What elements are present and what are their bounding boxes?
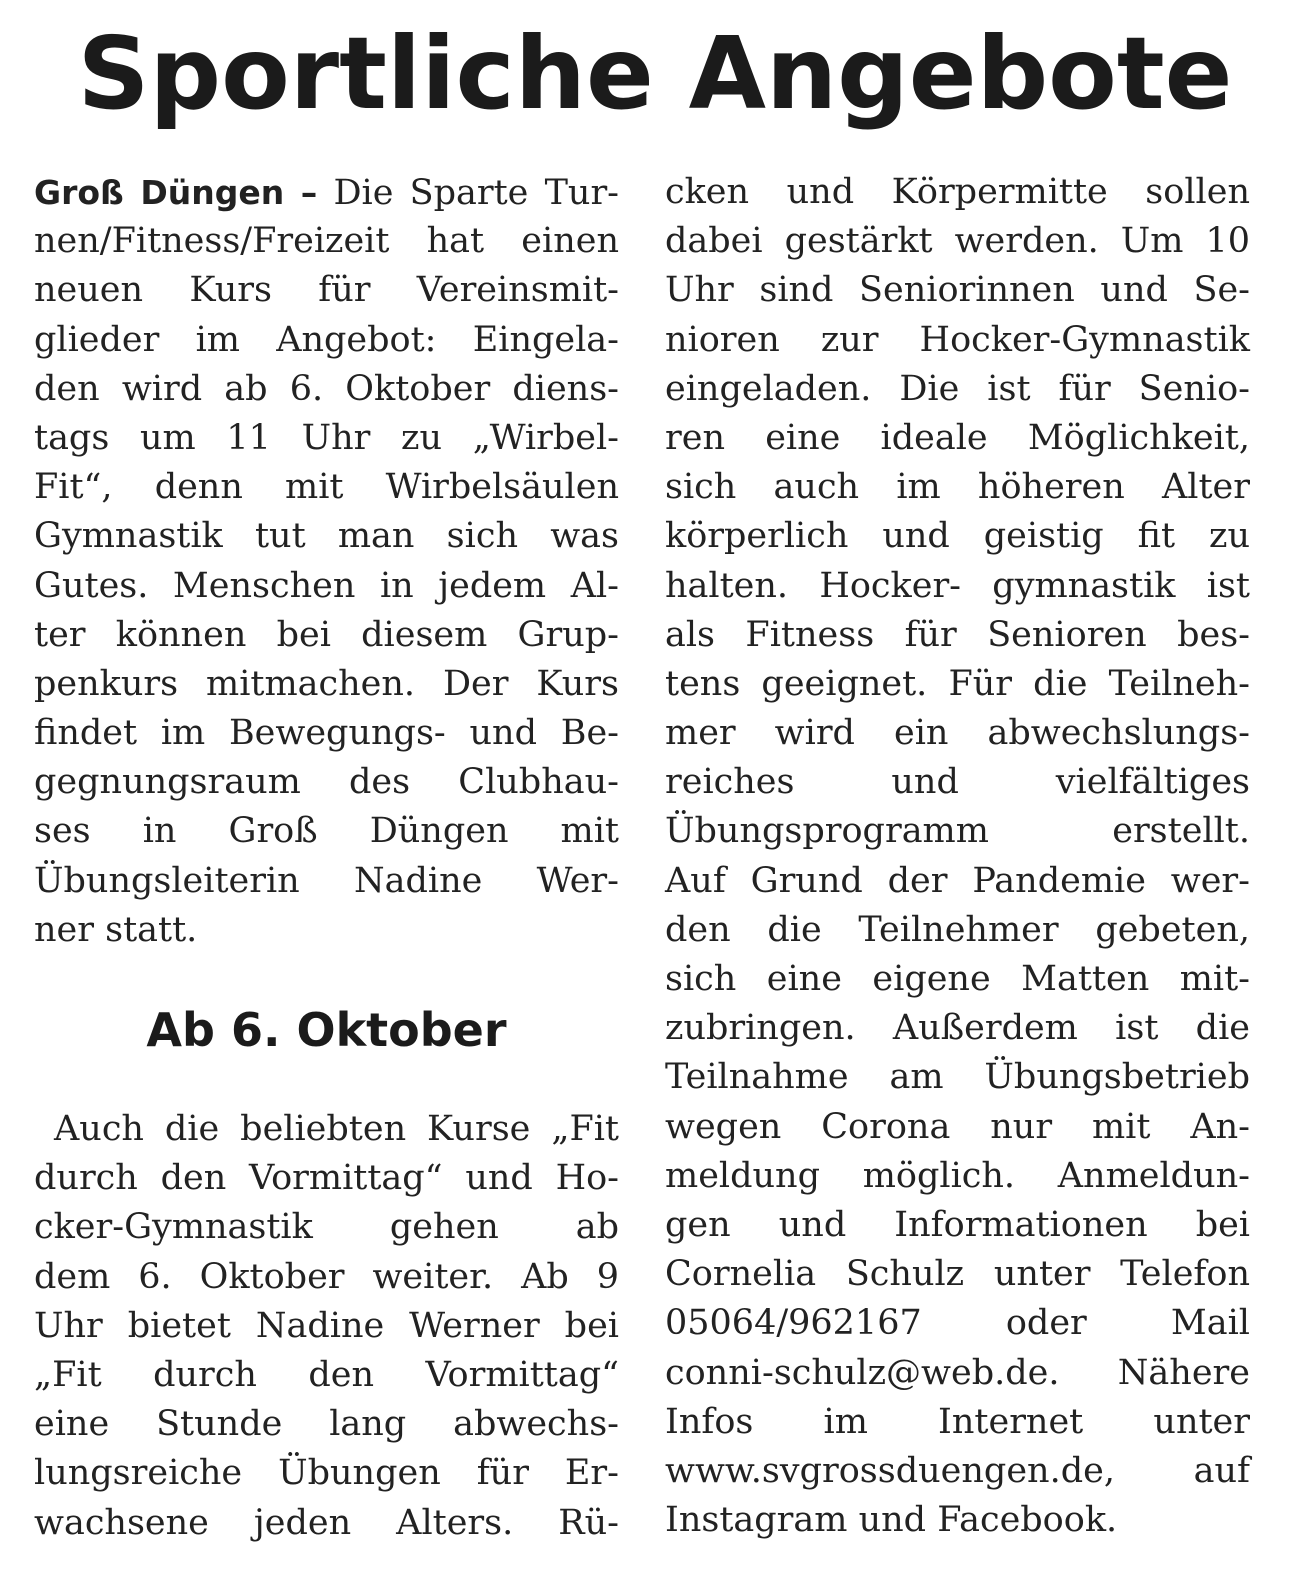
text-line: wachsene jeden Alters. Rü- [34, 1502, 619, 1543]
text-line: wegen Corona nur mit An- [665, 1106, 1250, 1147]
text-line: Uhr bietet Nadine Werner bei [34, 1305, 619, 1346]
text-line: ter können bei diesem Grup- [34, 614, 619, 655]
text-line: durch den Vormittag“ und Ho- [34, 1158, 619, 1199]
text-line: mer wird ein abwechslungs- [665, 713, 1250, 754]
text-line: findet im Bewegungs- und Be- [34, 713, 619, 754]
text-line: halten. Hocker- gymnastik ist [665, 565, 1250, 606]
text-line: reiches und vielfältiges [665, 762, 1250, 803]
text-line: ner statt. [34, 909, 198, 950]
article-column-left [34, 168, 619, 1548]
text-line: www.svgrossduengen.de, auf [665, 1450, 1250, 1491]
text-line: körperlich und geistig fit zu [665, 516, 1250, 557]
text-line: eine Stunde lang abwechs- [34, 1404, 619, 1445]
text-line: Uhr sind Seniorinnen und Se- [665, 270, 1250, 311]
text-line: lungsreiche Übungen für Er- [34, 1453, 619, 1494]
text-line: sich auch im höheren Alter [665, 467, 1250, 508]
text-line: glieder im Angebot: Eingela- [34, 319, 619, 360]
text-line: als Fitness für Senioren bes- [665, 614, 1250, 655]
text-line: conni-schulz@web.de. Nähere [665, 1352, 1250, 1393]
text-line-content: Die Sparte Tur- [317, 173, 620, 213]
text-line: Übungsprogramm erstellt. [665, 811, 1250, 852]
text-line: den die Teilnehmer gebeten, [665, 909, 1250, 950]
text-line: nen/Fitness/Freizeit hat einen [34, 221, 619, 262]
text-line: Cornelia Schulz unter Telefon [665, 1254, 1250, 1295]
text-line: Instagram und Facebook. [665, 1500, 1118, 1541]
text-line [34, 168, 619, 217]
headline: Sportliche Angebote [77, 15, 1233, 132]
dateline: Groß Düngen – [34, 173, 318, 212]
text-line: nioren zur Hocker-Gymnastik [665, 319, 1250, 360]
text-line: Auf Grund der Pandemie wer- [665, 860, 1250, 901]
text-line: sich eine eigene Matten mit- [665, 959, 1250, 999]
text-line: Übungsleiterin Nadine Wer- [34, 860, 619, 901]
text-line: den wird ab 6. Oktober diens- [34, 368, 619, 409]
text-line: dabei gestärkt werden. Um 10 [665, 221, 1250, 262]
text-line: penkurs mitmachen. Der Kurs [34, 663, 619, 704]
text-line: ses in Groß Düngen mit [34, 811, 619, 852]
text-line: 05064/962167 oder Mail [665, 1303, 1250, 1344]
text-line: tags um 11 Uhr zu „Wirbel- [34, 417, 619, 458]
text-line: tens geeignet. Für die Teilneh- [665, 663, 1250, 704]
text-line: neuen Kurs für Vereinsmit- [34, 270, 619, 311]
text-line: eingeladen. Die ist für Senio- [665, 368, 1250, 409]
text-line: cken und Körpermitte sollen [665, 172, 1250, 212]
text-line: ren eine ideale Möglichkeit, [665, 417, 1250, 458]
subheading: Ab 6. Oktober [146, 1003, 507, 1057]
text-line: meldung möglich. Anmeldun- [665, 1155, 1250, 1196]
text-line: cker-Gymnastik gehen ab [34, 1207, 619, 1248]
text-line: gen und Informationen bei [665, 1204, 1250, 1245]
article-column-right [665, 168, 1250, 1545]
text-line: Teilnahme am Übungsbetrieb [665, 1057, 1250, 1098]
text-line: „Fit durch den Vormittag“ [34, 1354, 619, 1395]
text-line: Infos im Internet unter [665, 1401, 1250, 1442]
text-line: gegnungsraum des Clubhau- [34, 762, 619, 803]
text-line: zubringen. Außerdem ist die [665, 1008, 1250, 1049]
text-line: Auch die beliebten Kurse „Fit [54, 1109, 619, 1149]
text-line: Gutes. Menschen in jedem Al- [34, 565, 619, 606]
text-line: Fit“, denn mit Wirbelsäulen [34, 467, 619, 508]
text-line: Gymnastik tut man sich was [34, 516, 619, 557]
text-line: dem 6. Oktober weiter. Ab 9 [34, 1256, 619, 1297]
